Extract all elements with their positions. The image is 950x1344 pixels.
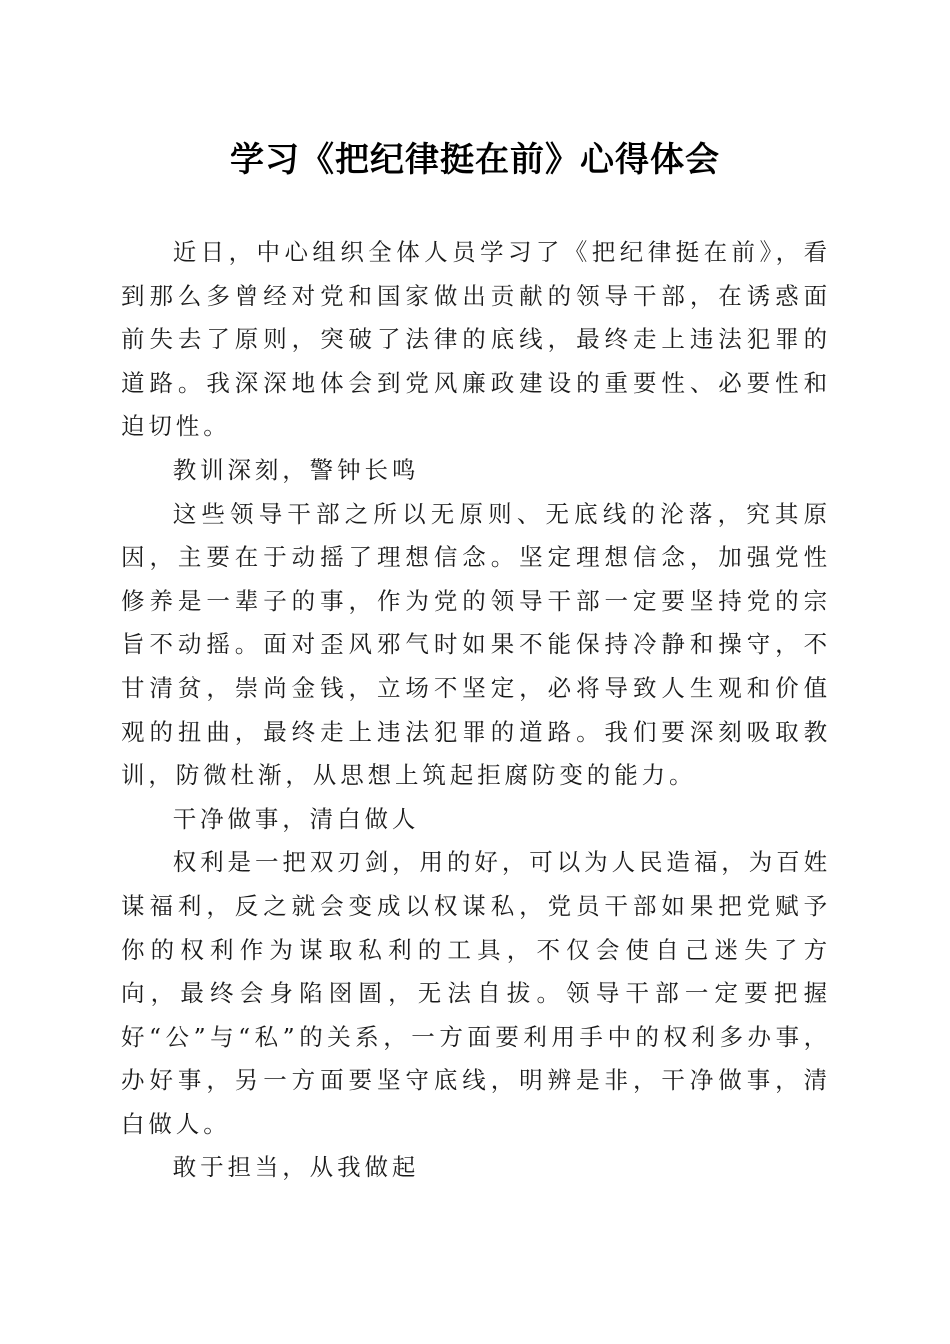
paragraph-lessons: 这些领导干部之所以无原则、无底线的沦落，究其原因，主要在于动摇了理想信念。坚定理想信念，加强党性修养是一辈子的事，作为党的领导干部一定要坚持党的宗旨不动摇。面对歪风邪气时如果不能保持冷静和操守，不甘清贫，崇尚金钱，立场不坚定，必将导致人生观和价值观的扭曲，最终走上违法犯罪的道路。我们要深刻吸取教训，防微杜渐，从思想上筑起拒腐防变的能力。 [121,499,831,790]
section-heading-integrity: 干净做事，清白做人 [172,804,420,833]
intro-paragraph: 近日，中心组织全体人员学习了《把纪律挺在前》，看到那么多曾经对党和国家做出贡献的领导干部，在诱惑面前失去了原则，突破了法律的底线，最终走上违法犯罪的道路。我深深地体会到党风廉政建设的重要性、必要性和迫切性。 [121,238,831,441]
paragraph-integrity: 权利是一把双刃剑，用的好，可以为人民造福，为百姓谋福利，反之就会变成以权谋私，党员干部如果把党赋予你的权利作为谋取私利的工具，不仅会使自己迷失了方向，最终会身陷囹圄，无法自拔。领导干部一定要把握好“公”与“私”的关系，一方面要利用手中的权利多办事，办好事，另一方面要坚守底线，明辨是非，干净做事，清白做人。 [121,848,831,1138]
document-body [121,231,831,1190]
section-heading-lessons: 教训深刻，警钟长鸣 [172,455,420,484]
section-heading-responsibility: 敢于担当，从我做起 [172,1153,420,1182]
document-title: 学习《把纪律挺在前》心得体会 [230,140,720,180]
